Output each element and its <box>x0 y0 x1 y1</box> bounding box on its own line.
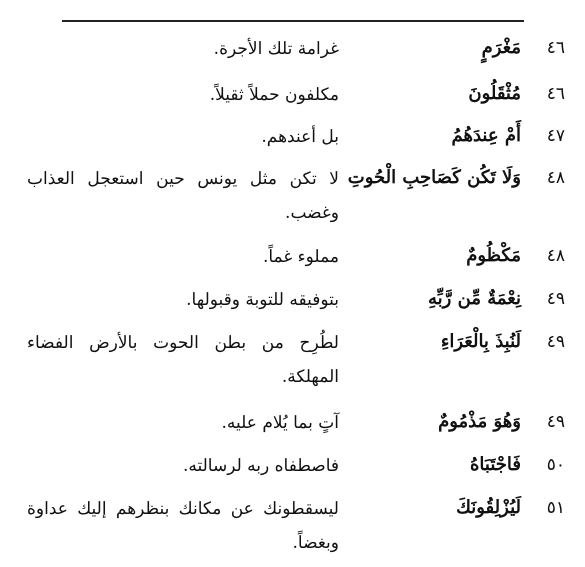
word-meaning: لا تكن مثل يونس حين استعجل العذاب وغضب. <box>27 169 339 223</box>
verse-number: ٤٩ <box>546 412 565 432</box>
word-meaning: مملوء غماً. <box>262 247 339 267</box>
verse-number: ٤٦ <box>546 38 565 58</box>
verse-number: ٤٧ <box>546 126 565 146</box>
word-meaning: لطُرِح من بطن الحوت بالأرض الفضاء المهلكة. <box>27 333 339 387</box>
quran-word: وَلَا تَكُن كَصَاحِبِ الْحُوتِ <box>347 167 521 188</box>
word-meaning: بتوفيقه للتوبة وقبولها. <box>186 290 339 310</box>
verse-number: ٤٦ <box>546 84 565 104</box>
quran-word: لَنُبِذَ بِالْعَرَاءِ <box>440 331 521 352</box>
word-meaning: آتٍ بما يُلام عليه. <box>221 413 339 433</box>
verse-number: ٤٩ <box>546 332 565 352</box>
quran-word: مَكْظُومٌ <box>466 245 521 266</box>
verse-number: ٤٩ <box>546 289 565 309</box>
word-meaning: بل أعندهم. <box>261 127 339 147</box>
word-meaning: ليسقطونك عن مكانك بنظرهم إليك عداوة وبغضاً. <box>27 499 339 553</box>
quran-word: فَاجْتَبَاهُ <box>470 454 521 475</box>
quran-word: مُثْقَلُونَ <box>468 83 521 104</box>
quran-word: أَمْ عِندَهُمُ <box>451 125 521 146</box>
quran-word: نِعْمَةٌ مِّن رَّبِّهِ <box>428 288 521 309</box>
verse-number: ٤٨ <box>546 246 565 266</box>
word-meaning: غرامة تلك الأجرة. <box>213 39 339 59</box>
verse-number: ٥٠ <box>546 455 565 475</box>
word-meaning: فاصطفاه ربه لرسالته. <box>182 456 339 476</box>
verse-number: ٤٨ <box>546 168 565 188</box>
quran-word: لَيُزْلِقُونَكَ <box>456 497 521 518</box>
word-meaning: مكلفون حملاً ثقيلاً. <box>209 85 339 105</box>
verse-number: ٥١ <box>546 498 565 518</box>
quran-word: وَهُوَ مَذْمُومٌ <box>438 411 521 432</box>
quran-word: مَغْرَمٍ <box>481 37 521 58</box>
